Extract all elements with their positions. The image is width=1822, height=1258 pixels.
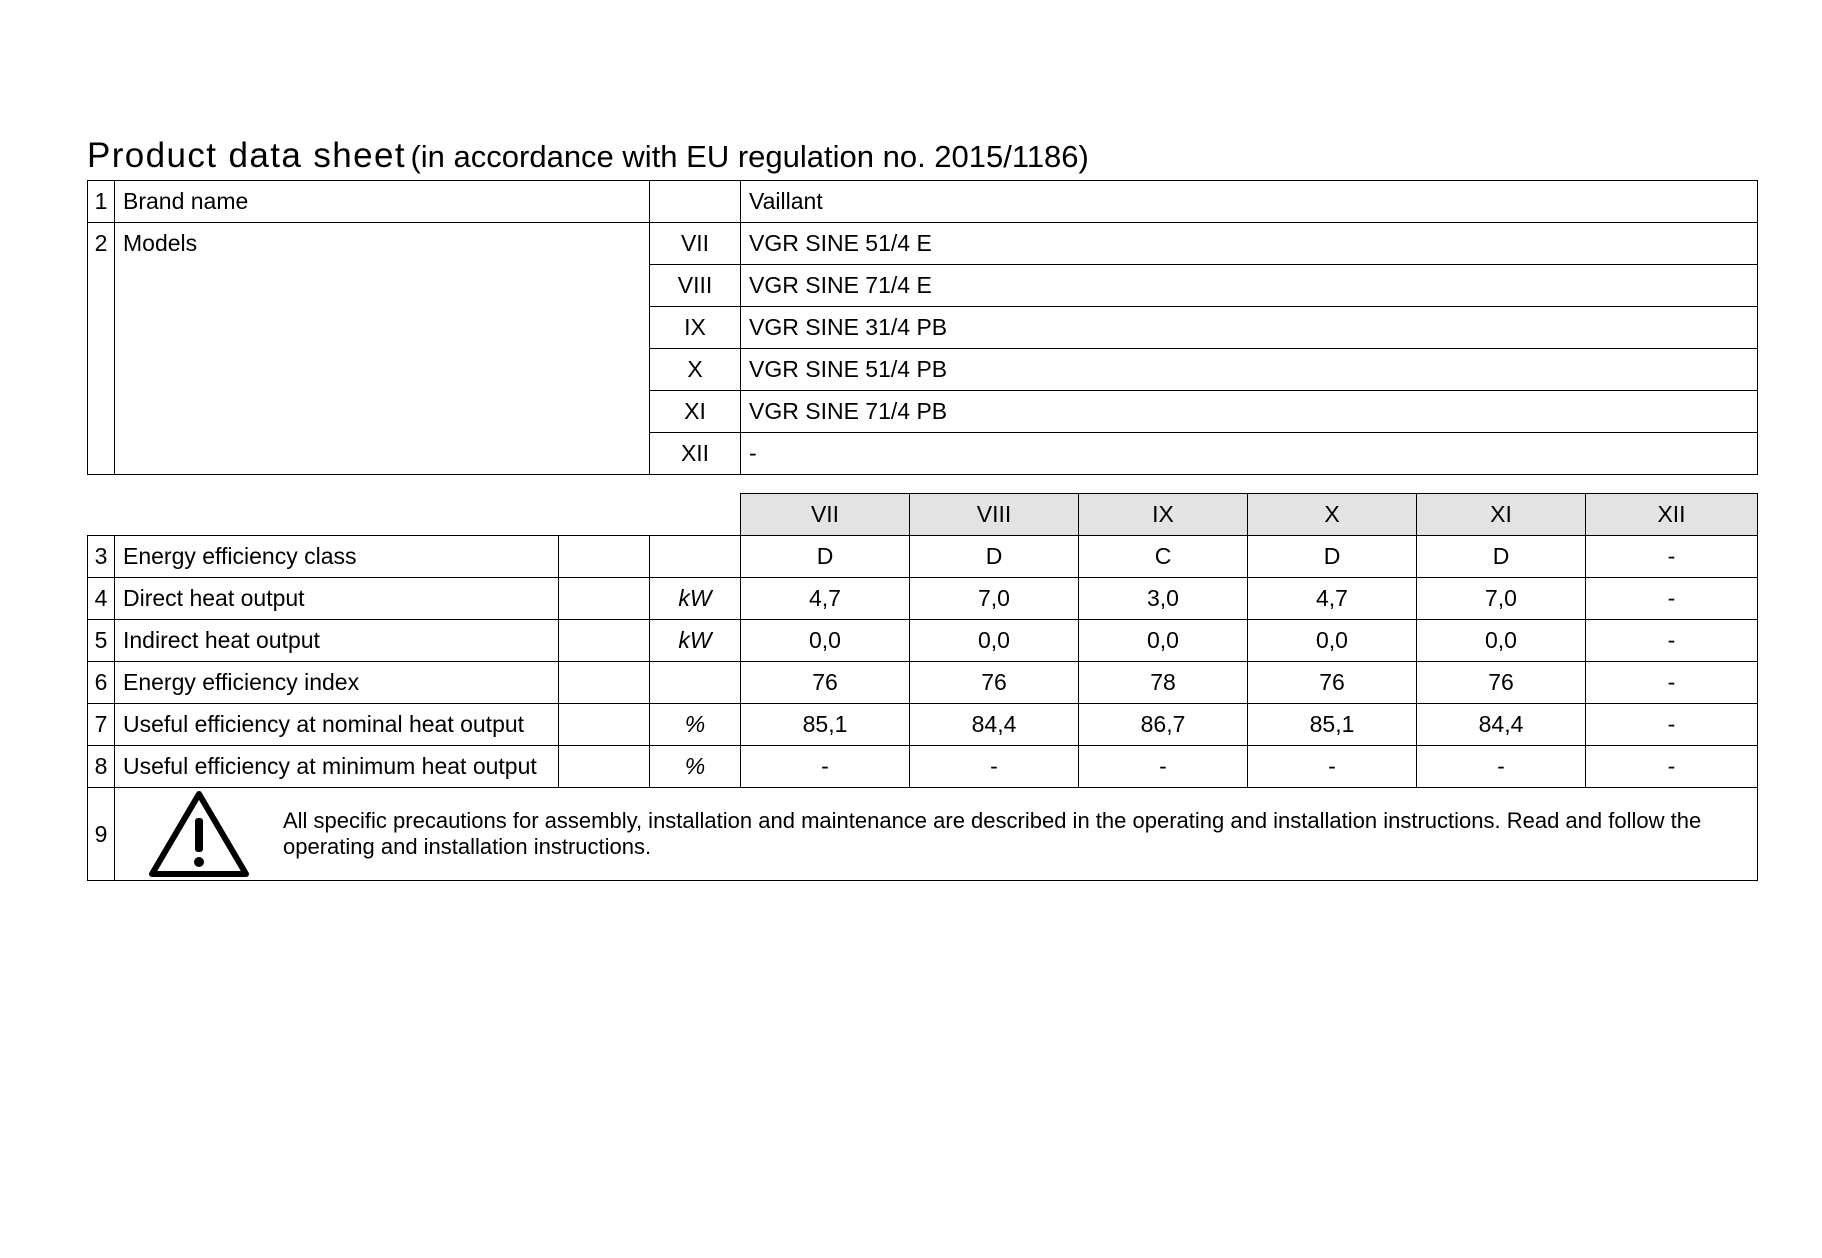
model-code: VIII (650, 265, 741, 307)
spec-value: 85,1 (741, 704, 910, 746)
spec-label: Energy efficiency index (115, 662, 559, 704)
model-row (88, 223, 1758, 265)
row-number: 5 (88, 620, 115, 662)
spec-unit: kW (650, 578, 741, 620)
row-number: 4 (88, 578, 115, 620)
empty-cell (559, 746, 650, 788)
spec-value: 0,0 (1079, 620, 1248, 662)
title-main: Product data sheet (87, 136, 407, 175)
model-code: XII (650, 433, 741, 475)
column-header: IX (1079, 494, 1248, 536)
spec-value: D (1417, 536, 1586, 578)
brand-models-table (87, 180, 1758, 475)
spec-value: 86,7 (1079, 704, 1248, 746)
model-code: VII (650, 223, 741, 265)
warning-row (88, 788, 1758, 881)
model-name: VGR SINE 71/4 E (741, 265, 1758, 307)
spec-unit: kW (650, 620, 741, 662)
spec-value: 0,0 (1248, 620, 1417, 662)
warning-text: All specific precautions for assembly, installation and maintenance are described in the operating and installation instructions. Read and follow the operating and installation instructions. (283, 808, 1702, 859)
spec-row (88, 746, 1758, 788)
row-number: 8 (88, 746, 115, 788)
model-name: VGR SINE 51/4 E (741, 223, 1758, 265)
spec-value: - (1586, 662, 1758, 704)
spec-value: 84,4 (910, 704, 1079, 746)
model-name: VGR SINE 51/4 PB (741, 349, 1758, 391)
spec-value: D (910, 536, 1079, 578)
spec-label: Indirect heat output (115, 620, 559, 662)
empty-cell (559, 620, 650, 662)
spec-value: - (741, 746, 910, 788)
row-number: 1 (88, 181, 115, 223)
spec-row (88, 620, 1758, 662)
spec-unit (650, 536, 741, 578)
spec-value: - (1586, 578, 1758, 620)
spec-value: C (1079, 536, 1248, 578)
column-header: VII (741, 494, 910, 536)
model-code: X (650, 349, 741, 391)
spec-value: 4,7 (1248, 578, 1417, 620)
spec-value: 7,0 (910, 578, 1079, 620)
spec-value: 0,0 (1417, 620, 1586, 662)
spec-value: 3,0 (1079, 578, 1248, 620)
spec-value: 76 (910, 662, 1079, 704)
spec-value: 0,0 (741, 620, 910, 662)
empty-cell (559, 704, 650, 746)
models-label: Models (115, 223, 650, 475)
page-title (87, 134, 1089, 178)
spec-unit: % (650, 704, 741, 746)
spec-value: 7,0 (1417, 578, 1586, 620)
empty-cell (559, 578, 650, 620)
brand-value: Vaillant (741, 181, 1758, 223)
spec-row (88, 536, 1758, 578)
spec-value: 0,0 (910, 620, 1079, 662)
spec-label: Energy efficiency class (115, 536, 559, 578)
spec-value: - (1079, 746, 1248, 788)
row-number: 3 (88, 536, 115, 578)
spec-value: - (1586, 536, 1758, 578)
spec-value: D (1248, 536, 1417, 578)
column-header: X (1248, 494, 1417, 536)
spec-table (87, 493, 1758, 881)
brand-row (88, 181, 1758, 223)
spec-value: - (1586, 704, 1758, 746)
model-name: - (741, 433, 1758, 475)
spec-value: - (1586, 620, 1758, 662)
header-spacer (88, 494, 741, 536)
row-number: 2 (88, 223, 115, 475)
spec-row (88, 578, 1758, 620)
title-subtitle: (in accordance with EU regulation no. 2015/1186) (410, 139, 1089, 174)
spec-value: - (1248, 746, 1417, 788)
row-number: 6 (88, 662, 115, 704)
model-code: IX (650, 307, 741, 349)
column-header: XII (1586, 494, 1758, 536)
spec-value: 78 (1079, 662, 1248, 704)
warning-cell (115, 788, 1758, 881)
spec-value: - (910, 746, 1079, 788)
spec-value: - (1417, 746, 1586, 788)
empty-cell (559, 536, 650, 578)
empty-cell (559, 662, 650, 704)
spec-label: Useful efficiency at nominal heat output (115, 704, 559, 746)
warning-triangle-icon (147, 788, 251, 880)
spec-header-row (88, 494, 1758, 536)
spec-row (88, 662, 1758, 704)
spec-value: 84,4 (1417, 704, 1586, 746)
spec-unit (650, 662, 741, 704)
spec-value: 85,1 (1248, 704, 1417, 746)
spec-unit: % (650, 746, 741, 788)
spec-label: Useful efficiency at minimum heat output (115, 746, 559, 788)
spec-value: 76 (1248, 662, 1417, 704)
row-number: 9 (88, 788, 115, 881)
model-name: VGR SINE 71/4 PB (741, 391, 1758, 433)
row-number: 7 (88, 704, 115, 746)
model-name: VGR SINE 31/4 PB (741, 307, 1758, 349)
spec-value: 76 (1417, 662, 1586, 704)
spec-value: - (1586, 746, 1758, 788)
column-header: XI (1417, 494, 1586, 536)
spec-label: Direct heat output (115, 578, 559, 620)
empty-cell (650, 181, 741, 223)
spec-row (88, 704, 1758, 746)
spec-value: 76 (741, 662, 910, 704)
model-code: XI (650, 391, 741, 433)
brand-label: Brand name (115, 181, 650, 223)
spec-value: 4,7 (741, 578, 910, 620)
spec-value: D (741, 536, 910, 578)
column-header: VIII (910, 494, 1079, 536)
